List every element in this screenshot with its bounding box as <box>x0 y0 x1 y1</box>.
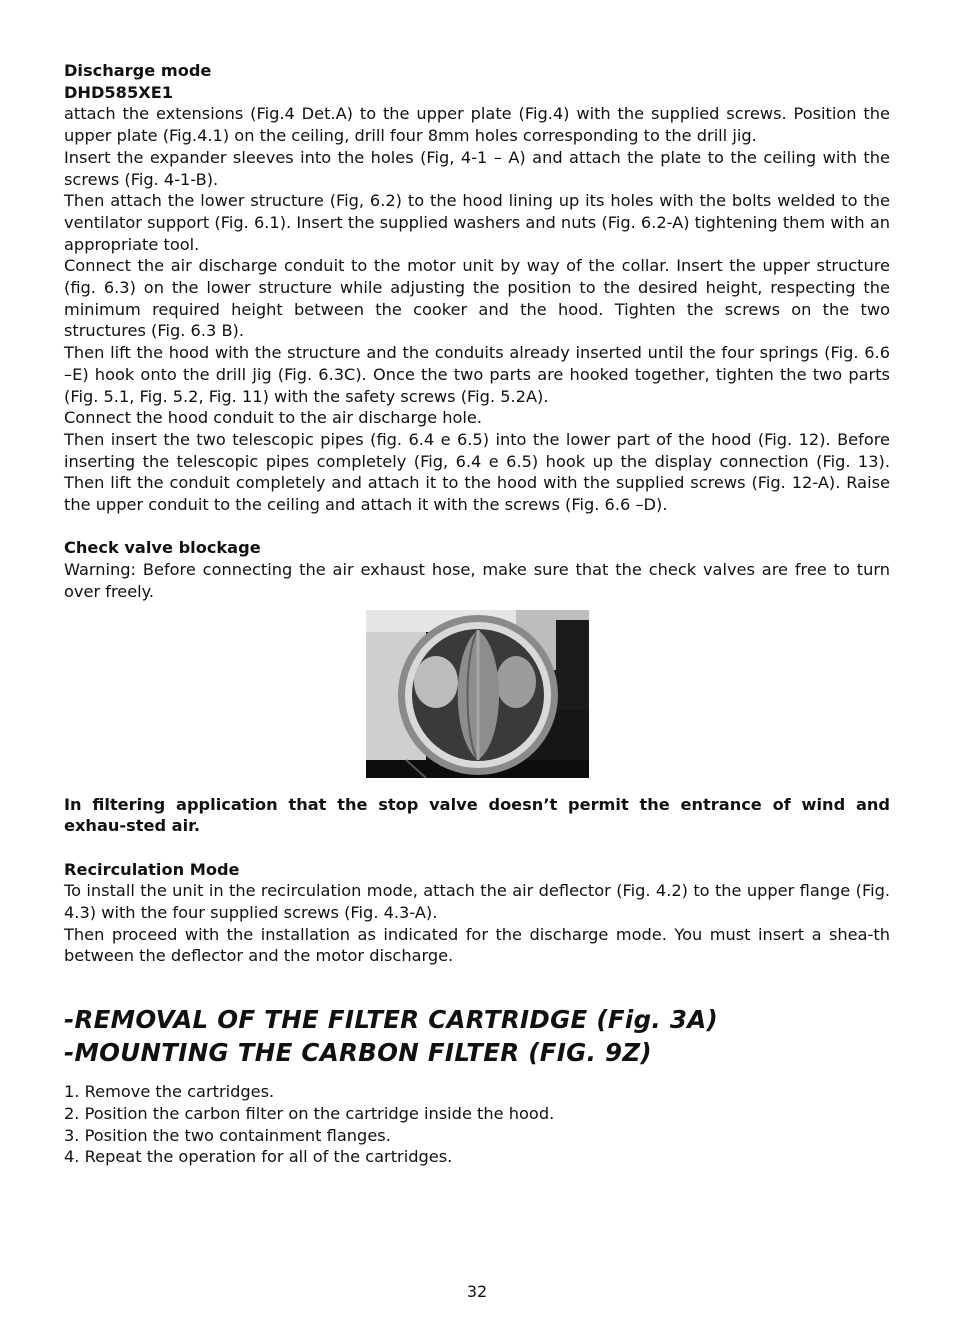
discharge-heading: Discharge mode <box>64 61 212 80</box>
page-number: 32 <box>466 1282 488 1301</box>
discharge-paragraph: Then insert the two telescopic pipes (fig. 6.4 e 6.5) into the lower part of the hood (Fig. 12). Before inserting the telescopic pipes completely (Fig, 6.4 e 6.5) hook up the display connection (Fig. 13). Then lift the conduit completely and attach it to the hood with the supplied screws (Fig. 12-A). Raise the upper conduit to the ceiling and attach it with the screws (Fig. 6.6 –D). <box>64 429 890 515</box>
list-item: 4. Repeat the operation for all of the cartridges. <box>64 1147 453 1167</box>
discharge-paragraph: Then lift the hood with the structure and the conduits already inserted until the four springs (Fig. 6.6 –E) hook onto the drill jig (Fig. 6.3C). Once the two parts are hooked together, tighten the two parts (Fig. 5.1, Fig. 5.2, Fig. 11) with the safety screws (Fig. 5.2A). <box>64 343 890 406</box>
model-code: DHD585XE1 <box>64 82 174 102</box>
section-title-removal: -REMOVAL OF THE FILTER CARTRIDGE (Fig. 3A) <box>64 1005 718 1035</box>
list-item: 2. Position the carbon filter on the cartridge inside the hood. <box>64 1103 555 1123</box>
check-valve-heading: Check valve blockage <box>64 538 261 558</box>
section-title-mounting: -MOUNTING THE CARBON FILTER (FIG. 9Z) <box>64 1038 652 1068</box>
steps-list <box>64 1081 890 1168</box>
discharge-paragraph: attach the extensions (Fig.4 Det.A) to the upper plate (Fig.4) with the supplied screws. Position the upper plate (Fig.4.1) on the ceiling, drill four 8mm holes corresponding to the drill jig. <box>64 104 890 146</box>
discharge-paragraph: Connect the air discharge conduit to the motor unit by way of the collar. Insert the upper structure (fig. 6.3) on the lower structure while adjusting the position to the desired height, respecting the minimum required height between the cooker and the hood. Tighten the screws on the two structures (Fig. 6.3 B). <box>64 256 890 341</box>
discharge-paragraph: Connect the hood conduit to the air discharge hole. <box>64 408 482 428</box>
page-content <box>64 60 890 1168</box>
check-valve-photo <box>366 610 589 778</box>
recirculation-paragraph: Then proceed with the installation as indicated for the discharge mode. You must insert a shea-th between the deflector and the motor discharge. <box>64 924 890 966</box>
discharge-paragraph: Then attach the lower structure (Fig, 6.2) to the hood lining up its holes with the bolts welded to the ventilator support (Fig. 6.1). Insert the supplied washers and nuts (Fig. 6.2-A) tightening them with an appropriate tool. <box>64 191 890 254</box>
filtering-note: In filtering application that the stop valve doesn’t permit the entrance of wind and exhau-sted air. <box>64 794 890 836</box>
check-valve-warning: Warning: Before connecting the air exhaust hose, make sure that the check valves are free to turn over freely. <box>64 560 890 601</box>
list-item: 1. Remove the cartridges. <box>64 1082 275 1102</box>
recirculation-paragraph: To install the unit in the recirculation mode, attach the air deflector (Fig. 4.2) to the upper flange (Fig. 4.3) with the four supplied screws (Fig. 4.3-A). <box>64 881 890 923</box>
recirculation-heading: Recirculation Mode <box>64 859 240 879</box>
list-item: 3. Position the two containment flanges. <box>64 1125 391 1145</box>
discharge-paragraph: Insert the expander sleeves into the holes (Fig, 4-1 – A) and attach the plate to the ceiling with the screws (Fig. 4-1-B). <box>64 147 890 189</box>
